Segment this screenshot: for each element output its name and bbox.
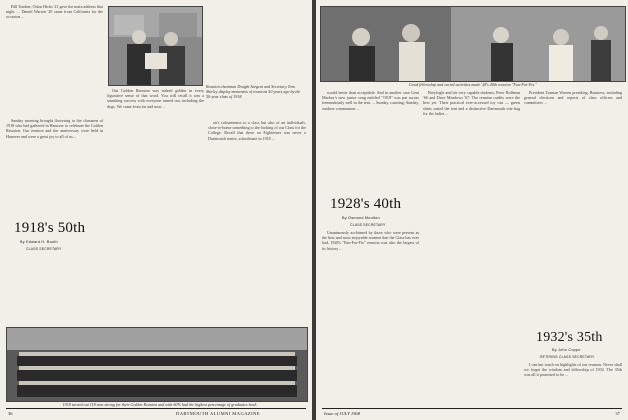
left-col2-paragraph: Our Golden Reunion was indeed golden in every figurative sense of that word. You will recall it was a smashing success with everyone turned out, including the dogs. We came from far and near ... (107, 88, 204, 109)
reunion-1928-photo (320, 6, 626, 82)
issue-label: Issue of JULY 1968 (324, 411, 361, 416)
class-1918-group-photo (6, 327, 308, 402)
left-col1-top-text (6, 4, 103, 116)
heading-1928-40th: 1928's 40th (330, 196, 402, 212)
heading-1918-50th: 1918's 50th (14, 220, 86, 236)
class-1918-caption: 1918 turned out 118 men strong for their Golden Reunion and with 60% had the highest percentage of graduates back. (62, 402, 258, 407)
reunion-chairman-photo-image (109, 7, 202, 85)
right-footer-rule (322, 408, 622, 409)
byline-1932-role: RETIRING CLASS SECRETARY (540, 355, 595, 359)
left-page (0, 0, 312, 420)
byline-1932-author: By John Coppo (552, 348, 581, 352)
class-1918-group-photo-image (7, 328, 307, 401)
right-col2-paragraph: Breyfogle and his very capable students, Peter Hollman '66 and Dave Meadows '67. The reunion outfits were the best yet. Their practical ever-accessed toy can — green shirts suited the tent and a distinctive Dartmouth tote bag for the ladies ... (423, 90, 520, 116)
left-page-number: 36 (8, 411, 13, 416)
right-col1-lower (322, 230, 419, 402)
byline-1928-author: By Osmond Moulton (342, 216, 380, 220)
right-col3-lower (524, 362, 622, 404)
byline-1918-role: CLASS SECRETARY (26, 247, 62, 251)
right-col3-lower-paragraph: I can but touch on highlights of our reunion. Never shall we forget the wisdom and fellowship of 1932. The 35th was all it promised to be ... (524, 362, 622, 378)
left-col3-paragraph: on's coleaeteness to a class but also of an individuals, close-to-home something to the looking of our Class for the College. Recall that there on Eighteener was never a Dartmouth senior, schoolmate in 1918 ... (208, 120, 306, 141)
right-page-number: 37 (615, 411, 620, 416)
left-col1-paragraph: Sunday morning brought flowering to the classmen of 1918 who had gathered in Hanover to celebrate the Golden Reunion. Our reunion and the anniversary were held in Hanover and were a great joy to all of us... (6, 118, 103, 139)
left-col1-top-paragraph: Bill Tomber, Otton Hicks '21 gave the main address that night. ... Daniel Warren '20 came from California for the occasion ... (6, 4, 103, 20)
right-col2-body (423, 90, 520, 402)
reunion-chairman-caption: Reunion chairman Dwight Sargent and Secretary Tom Shirley display mementos of reunions 50 years ago by the 50-year class of 1918. (206, 84, 301, 99)
reunion-1928-photo-image (321, 7, 625, 81)
byline-1918-author: By Edward H. Booth (20, 240, 58, 244)
right-col3-body (524, 90, 622, 328)
left-col1-body (6, 118, 103, 222)
right-col1-paragraph: would better than acceptable. And in another case Gent Markey's new junior song entitled "1918" was put across tremendously well in the tent. ... Sunday, roaming, Sunday, outdoor communion ... (322, 90, 419, 111)
right-page (316, 0, 628, 420)
right-col3-paragraph: President Truman Warren presiding, Business, including general elections and reports of class officers and committees ... (524, 90, 622, 106)
right-col1-lower-paragraph: Unanimously acclaimed by those who were present as the best and most enjoyable reunion that the Class has ever had, 1928's "Fun-Far-Fix" reunion was also the largest of its history ... (322, 230, 419, 251)
left-footer-title: DARTMOUTH ALUMNI MAGAZINE (176, 411, 260, 416)
heading-1932-35th: 1932's 35th (536, 330, 603, 345)
reunion-1928-caption: Good fellowship and varied activities made '28's 40th reunion "Fun-Far-Fix." (409, 82, 537, 87)
byline-1928-role: CLASS SECRETARY (350, 223, 386, 227)
right-col1-body (322, 90, 419, 196)
reunion-chairman-photo (108, 6, 203, 86)
left-footer-rule (6, 408, 306, 409)
